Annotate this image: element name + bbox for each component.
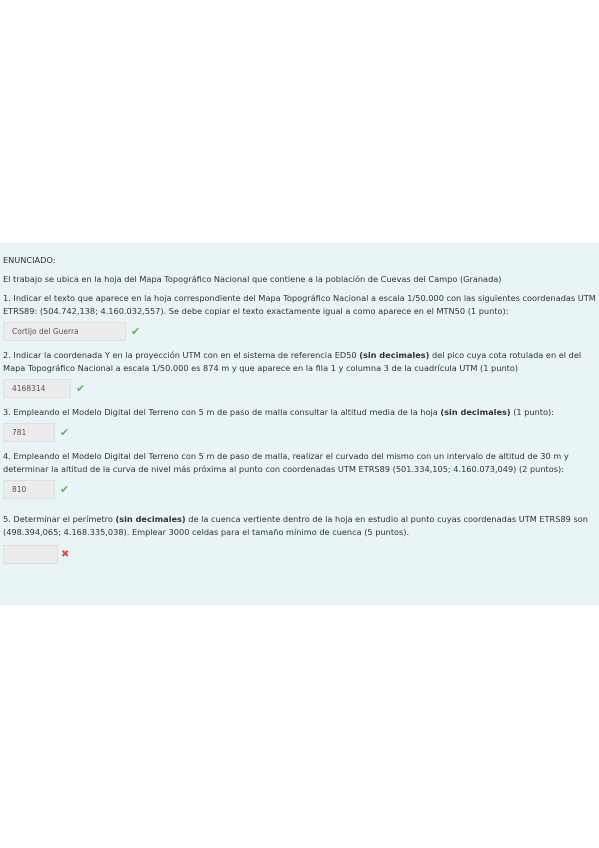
question-text: 1. Indicar el texto que aparece en la hoja correspondiente del Mapa Topográfico Nacional a escala 1/50.000 con las siguientes coordenadas UTM ETRS89: (504.742,138; 4.160.032,557). Se debe copiar el texto exactamente igual a como aparece en el MTN50 (1 punto): <box>3 293 596 316</box>
question-text: 4. Empleando el Modelo Digital del Terreno con 5 m de paso de malla, realizar el curvado del mismo con un intervalo de altitud de 30 m y determinar la altitud de la curva de nivel más próxima al punto con coordenadas UTM ETRS89 (501.334,105; 4.160.073,049) (2 puntos): <box>3 451 569 474</box>
question-text: 2. Indicar la coordenada Y en la proyección UTM con en el sistema de referencia ED50 (sin decimales) del pico cuya cota rotulada en el del Mapa Topográfico Nacional a escala 1/50.000 es 874 m y que aparece en la fila 1 y columna 3 de la cuadrícula UTM (1 punto) <box>3 350 582 373</box>
answer-input-2[interactable]: 4168314 <box>3 379 71 398</box>
correct-check-icon: ✔ <box>60 426 70 439</box>
exercise-heading: ENUNCIADO: <box>3 255 56 265</box>
correct-check-icon: ✔ <box>60 483 70 496</box>
question-3 <box>3 406 596 442</box>
question-text: 5. Determinar el perímetro (sin decimales) de la cuenca vertiente dentro de la hoja en estudio al punto cuyas coordenadas UTM ETRS89 son (498.394,065; 4.168.335,038). Emplear 3000 celdas para el tamaño mínimo de cuenca (5 puntos). <box>3 514 588 537</box>
question-4 <box>3 450 596 499</box>
answer-input-1[interactable]: Cortijo del Guerra <box>3 322 126 341</box>
question-2 <box>3 349 596 398</box>
answer-input-3[interactable]: 781 <box>3 423 55 442</box>
exercise-panel <box>0 243 599 605</box>
question-5 <box>3 513 596 564</box>
correct-check-icon: ✔ <box>131 325 141 338</box>
exercise-intro: El trabajo se ubica en la hoja del Mapa Topográfico Nacional que contiene a la población de Cuevas del Campo (Granada) <box>3 274 502 284</box>
correct-check-icon: ✔ <box>76 382 86 395</box>
answer-input-5[interactable] <box>3 545 58 564</box>
question-1 <box>3 292 596 341</box>
incorrect-cross-icon: ✖ <box>61 549 70 560</box>
answer-input-4[interactable]: 810 <box>3 480 55 499</box>
question-text: 3. Empleando el Modelo Digital del Terreno con 5 m de paso de malla consultar la altitud media de la hoja (sin decimales) (1 punto): <box>3 407 554 417</box>
